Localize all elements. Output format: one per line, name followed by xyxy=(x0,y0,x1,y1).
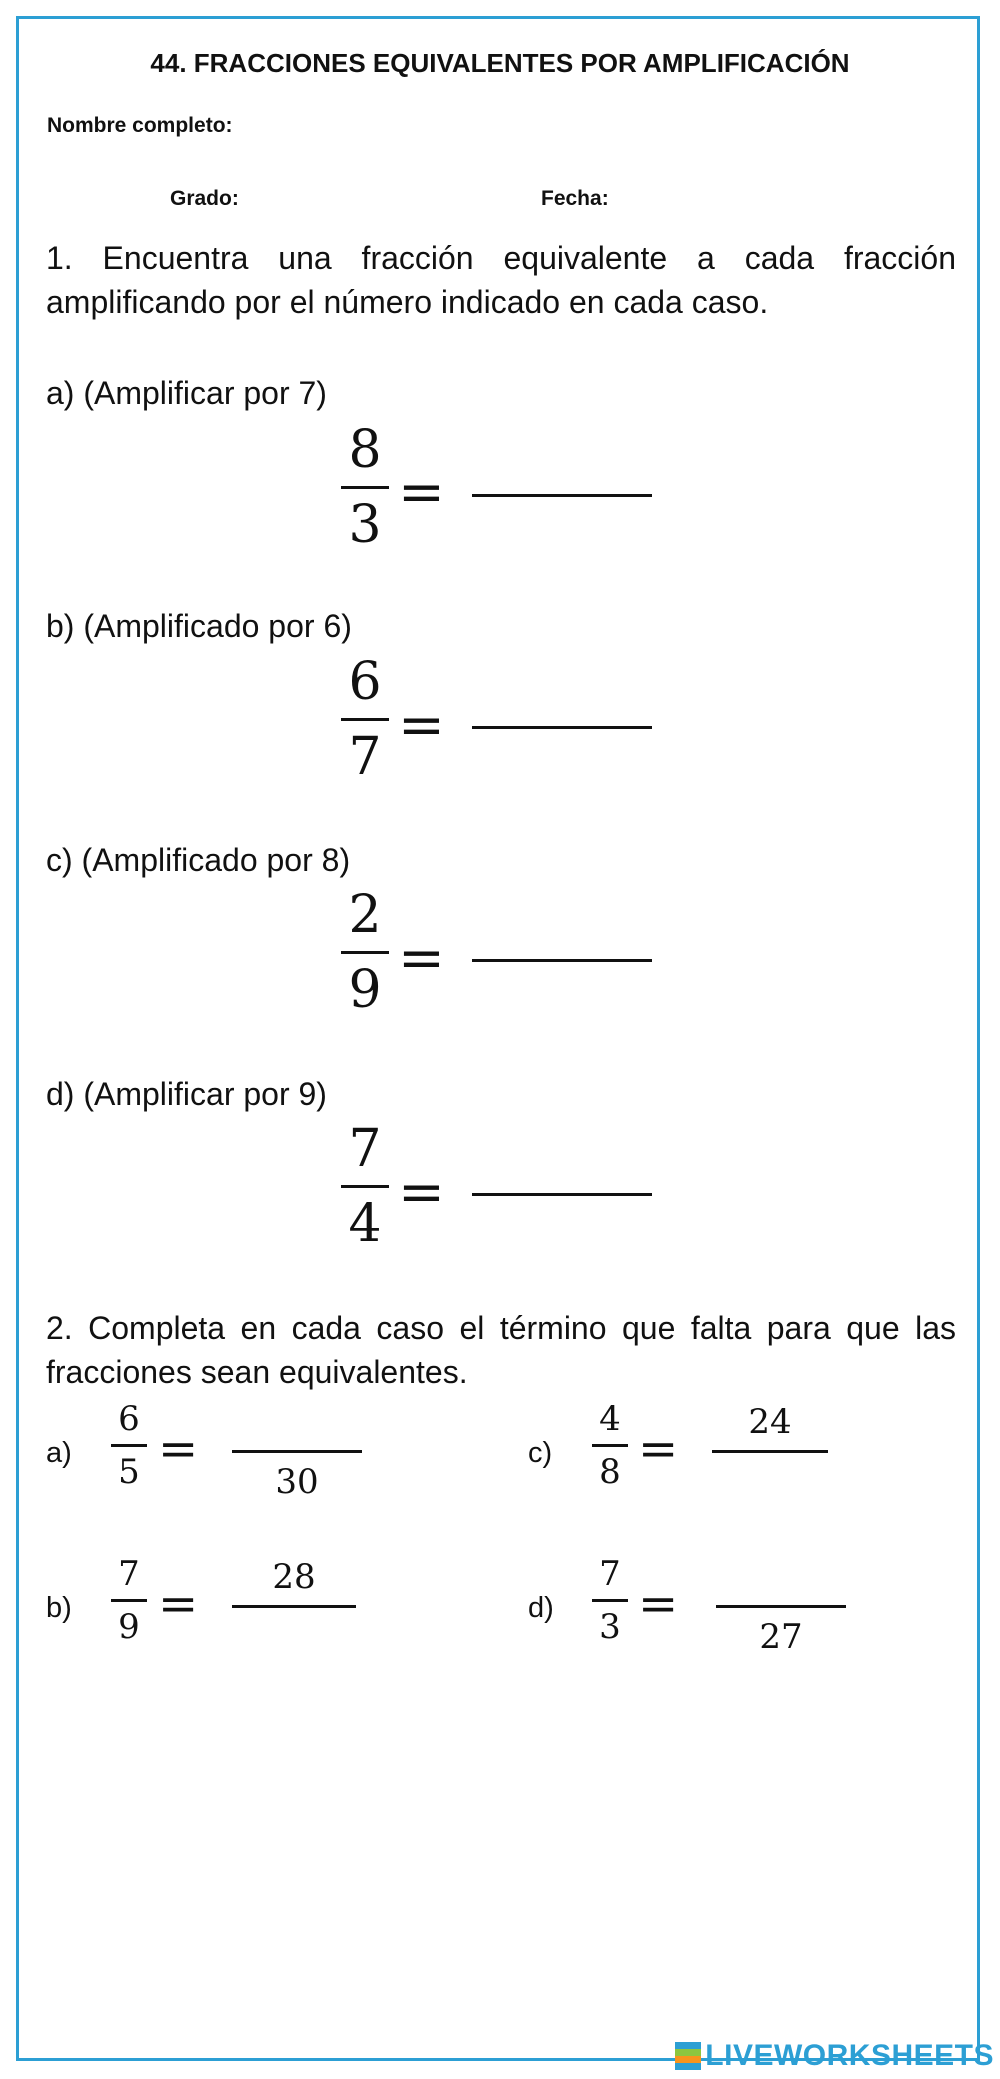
item-d-fraction xyxy=(335,1119,395,1254)
item-b-answer-line[interactable] xyxy=(472,726,652,729)
s2-item-a-fraction xyxy=(107,1398,151,1493)
item-b-equals: = xyxy=(398,693,445,758)
s2-item-c-equals: = xyxy=(638,1421,679,1477)
s2-item-d-line xyxy=(716,1605,846,1608)
brand-text: LIVEWORKSHEETS xyxy=(705,2039,994,2072)
s2-item-b-denominator: 9 xyxy=(118,1607,140,1647)
item-a-label: a) (Amplificar por 7) xyxy=(46,375,327,411)
s2-item-d-fraction xyxy=(588,1553,632,1648)
item-b-numerator: 6 xyxy=(348,652,382,712)
s2-item-c-fraction-bar xyxy=(592,1444,628,1447)
s2-item-b-numerator: 7 xyxy=(118,1554,140,1594)
s2-item-c-given: 24 xyxy=(748,1402,792,1442)
s2-item-b-fraction-bar xyxy=(111,1599,147,1602)
liveworksheets-logo-icon xyxy=(675,2042,701,2070)
item-d-equals: = xyxy=(398,1160,445,1225)
item-a-equals: = xyxy=(398,460,445,525)
s2-item-d-numerator: 7 xyxy=(599,1554,621,1594)
item-d-label: d) (Amplificar por 9) xyxy=(46,1076,327,1112)
s2-item-a-label: a) xyxy=(46,1437,72,1469)
section1-instruction: 1. Encuentra una fracción equivalente a cada fracción amplificando por el número indicado en cada caso. xyxy=(46,240,956,320)
item-c-answer-line[interactable] xyxy=(472,959,652,962)
s2-item-c-fraction xyxy=(588,1398,632,1493)
s2-item-a-answer-slot[interactable] xyxy=(232,1402,362,1442)
item-c-denominator: 9 xyxy=(348,960,382,1020)
s2-item-c-denominator: 8 xyxy=(599,1452,621,1492)
s2-item-d-given: 27 xyxy=(759,1617,803,1657)
item-c-numerator: 2 xyxy=(348,885,382,945)
s2-item-b-label: b) xyxy=(46,1592,72,1624)
s2-item-a-equals: = xyxy=(158,1421,199,1477)
item-c-label: c) (Amplificado por 8) xyxy=(46,842,351,878)
s2-item-a-numerator: 6 xyxy=(118,1399,140,1439)
s2-item-a-fraction-bar xyxy=(111,1444,147,1447)
liveworksheets-brand[interactable] xyxy=(675,2039,994,2073)
item-c-equals: = xyxy=(398,926,445,991)
s2-item-a-line xyxy=(232,1450,362,1453)
item-b-fraction-bar xyxy=(341,718,389,721)
item-a-numerator: 8 xyxy=(348,420,382,480)
item-a-fraction-bar xyxy=(341,486,389,489)
item-d-denominator: 4 xyxy=(348,1194,382,1254)
grade-label: Grado: xyxy=(170,187,239,210)
item-d-answer-line[interactable] xyxy=(472,1193,652,1196)
item-a-answer-line[interactable] xyxy=(472,494,652,497)
item-a-fraction xyxy=(335,420,395,555)
s2-item-b-line xyxy=(232,1605,356,1608)
item-a-denominator: 3 xyxy=(348,495,382,555)
item-c-fraction-bar xyxy=(341,951,389,954)
s2-item-d-label: d) xyxy=(528,1592,554,1624)
s2-item-b-answer-slot[interactable] xyxy=(232,1613,356,1653)
item-c-fraction xyxy=(335,885,395,1020)
s2-item-b-given: 28 xyxy=(272,1557,316,1597)
s2-item-d-fraction-bar xyxy=(592,1599,628,1602)
s2-item-d-denominator: 3 xyxy=(599,1607,621,1647)
s2-item-b-fraction xyxy=(107,1553,151,1648)
s2-item-c-line xyxy=(712,1450,828,1453)
s2-item-c-numerator: 4 xyxy=(599,1399,621,1439)
s2-item-c-answer-slot[interactable] xyxy=(712,1458,828,1498)
item-b-denominator: 7 xyxy=(348,727,382,787)
item-d-fraction-bar xyxy=(341,1185,389,1188)
section2-instruction: 2. Completa en cada caso el término que falta para que las fracciones sean equivalentes. xyxy=(46,1310,956,1390)
s2-item-a-denominator: 5 xyxy=(118,1452,140,1492)
name-label: Nombre completo: xyxy=(47,114,233,137)
s2-item-b-equals: = xyxy=(158,1576,199,1632)
s2-item-d-answer-slot[interactable] xyxy=(716,1557,846,1597)
s2-item-d-equals: = xyxy=(638,1576,679,1632)
s2-item-c-label: c) xyxy=(528,1437,553,1469)
item-b-fraction xyxy=(335,652,395,787)
date-label: Fecha: xyxy=(541,187,609,210)
item-b-label: b) (Amplificado por 6) xyxy=(46,608,352,644)
s2-item-a-given: 30 xyxy=(275,1462,319,1502)
item-d-numerator: 7 xyxy=(348,1119,382,1179)
worksheet-title: 44. FRACCIONES EQUIVALENTES POR AMPLIFICACIÓN xyxy=(150,48,850,78)
